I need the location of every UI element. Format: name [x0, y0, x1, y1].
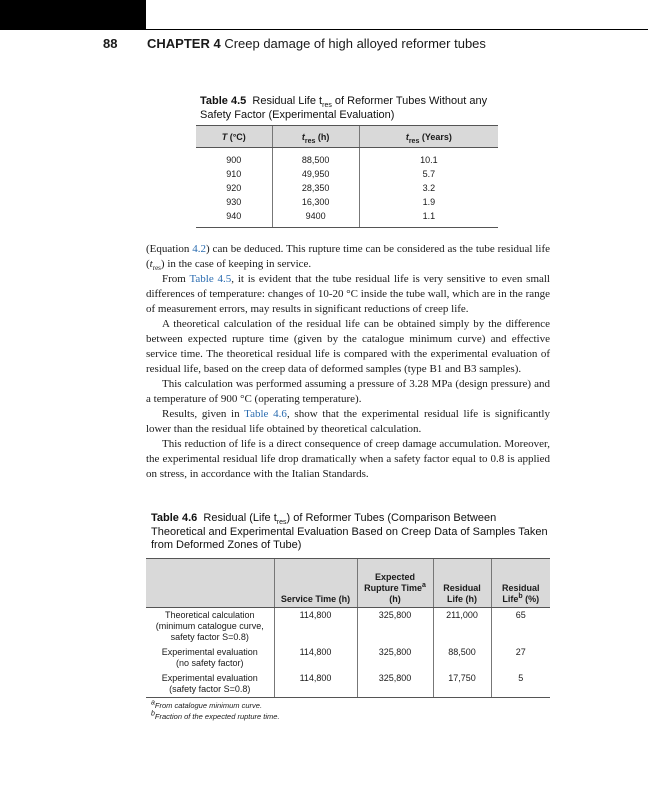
table-cell: 325,800	[357, 608, 433, 646]
header-rule	[146, 29, 648, 30]
table-4-6-caption	[151, 512, 551, 553]
table-cell: 49,950	[272, 167, 359, 181]
column-header: $t_{res}$ (h)	[272, 126, 359, 148]
table-cell: 900	[226, 155, 242, 165]
column-header: Residual Life$^b$ (%)	[491, 559, 550, 608]
table-cell: 5	[491, 671, 550, 698]
table-row	[196, 167, 498, 181]
table-cell: 920	[226, 183, 242, 193]
table-cell: 3.2	[359, 181, 498, 195]
table-4-6	[146, 558, 550, 698]
column-header: Residual Life (h)	[433, 559, 491, 608]
table-cell: 930	[226, 197, 242, 207]
table-row	[146, 608, 550, 646]
row-label: Experimental evaluation (no safety factor)	[161, 647, 258, 668]
table-cell: 17,750	[433, 671, 491, 698]
caption-sub: res	[322, 102, 332, 110]
body-text	[146, 242, 550, 482]
table-row	[196, 148, 498, 168]
table-cell: 114,800	[274, 608, 357, 646]
row-label: Experimental evaluation (safety factor S=0.8)	[146, 671, 274, 698]
paragraph: This calculation was performed assuming a pressure of 3.28 MPa (design pressure) and a temperature of 900 °C (operating temperature).	[146, 378, 550, 405]
table-cell: 16,300	[272, 195, 359, 209]
column-header	[146, 559, 274, 608]
table-row	[146, 645, 550, 671]
table-cell: 325,800	[357, 645, 433, 671]
table-cell: 88,500	[272, 148, 359, 168]
running-header	[0, 36, 648, 56]
paragraph: This reduction of life is a direct consequence of creep damage accumulation. Moreover, the experimental residual life drop dramatically when a safety factor equal to 0.8 is applied on stress, in accordance with the Italian Standards.	[146, 438, 550, 480]
table-cell: 114,800	[274, 671, 357, 698]
chapter-heading	[147, 36, 486, 51]
table-cell: 9400	[272, 209, 359, 228]
paragraph: A theoretical calculation of the residual life can be obtained simply by the difference between expected rupture time (given by the catalogue minimum curve) and effective service time. The theoretical residual life is compared with the experimental evaluation of residual life, based on the creep data of deformed samples (type B1 and B3 samples).	[146, 318, 550, 375]
table-cell: 114,800	[274, 645, 357, 671]
table-cell: 940	[196, 209, 272, 228]
paragraph: From Table 4.5, it is evident that the tube residual life is very sensitive to even small differences of temperature: changes of 10-20 °C inside the tube wall, which are in the range of measurement errors, may results in significant reductions of creep life.	[146, 273, 550, 315]
caption-text: Residual Life t	[252, 95, 323, 107]
table-cell: 5.7	[359, 167, 498, 181]
page-number: 88	[103, 36, 118, 51]
column-header: Expected Rupture Time$^a$ (h)	[357, 559, 433, 608]
column-header: T (°C)	[196, 126, 272, 148]
paragraph: (Equation 4.2) can be deduced. This rupture time can be considered as the tube residual life $(t_{res})$ in the case of keeping in service.	[146, 243, 550, 273]
footnote-b: $^b$Fraction of the expected rupture time.	[151, 710, 280, 721]
table-link[interactable]: Table 4.5	[189, 273, 232, 285]
caption-text: ) of Reformer Tubes (Comparison Between Theoretical and Experimental Evaluation Based on Creep Data of Samples Taken from Deformed Zones of Tube)	[151, 512, 548, 551]
chapter-label: CHAPTER 4	[147, 36, 221, 51]
header-bar	[0, 0, 146, 30]
column-header: Service Time (h)	[274, 559, 357, 608]
caption-sub: res	[276, 519, 287, 527]
caption-text: of Reformer Tubes Without any Safety Factor (Experimental Evaluation)	[200, 95, 488, 121]
table-row	[196, 181, 498, 195]
table-cell: 1.1	[359, 209, 498, 228]
table-cell: 88,500	[433, 645, 491, 671]
table-row	[146, 671, 550, 698]
table-cell: 325,800	[357, 671, 433, 698]
table-cell: 910	[226, 169, 242, 179]
table-cell: 28,350	[272, 181, 359, 195]
table-cell: 211,000	[433, 608, 491, 646]
table-label: Table 4.5	[200, 95, 247, 107]
table-label: Table 4.6	[151, 512, 198, 524]
table-4-5	[196, 125, 498, 228]
row-label: Theoretical calculation (minimum catalogue curve, safety factor S=0.8)	[155, 610, 264, 642]
paragraph: Results, given in Table 4.6, show that the experimental residual life is significantly lower than the residual life obtained by theoretical calculation.	[146, 408, 550, 435]
table-4-5-caption	[200, 95, 500, 122]
table-row	[196, 209, 498, 228]
table-cell: 10.1	[359, 148, 498, 168]
column-header: $t_{res}$ (Years)	[359, 126, 498, 148]
table-row	[196, 195, 498, 209]
table-cell: 65	[491, 608, 550, 646]
table-footnotes	[151, 700, 451, 722]
table-cell: 1.9	[359, 195, 498, 209]
table-link[interactable]: Table 4.6	[244, 408, 287, 420]
table-cell: 27	[491, 645, 550, 671]
equation-link[interactable]: 4.2	[192, 243, 207, 255]
caption-text: Residual (Life t	[203, 512, 277, 524]
chapter-title: Creep damage of high alloyed reformer tubes	[224, 36, 486, 51]
footnote-a: $^a$From catalogue minimum curve.	[151, 699, 263, 710]
